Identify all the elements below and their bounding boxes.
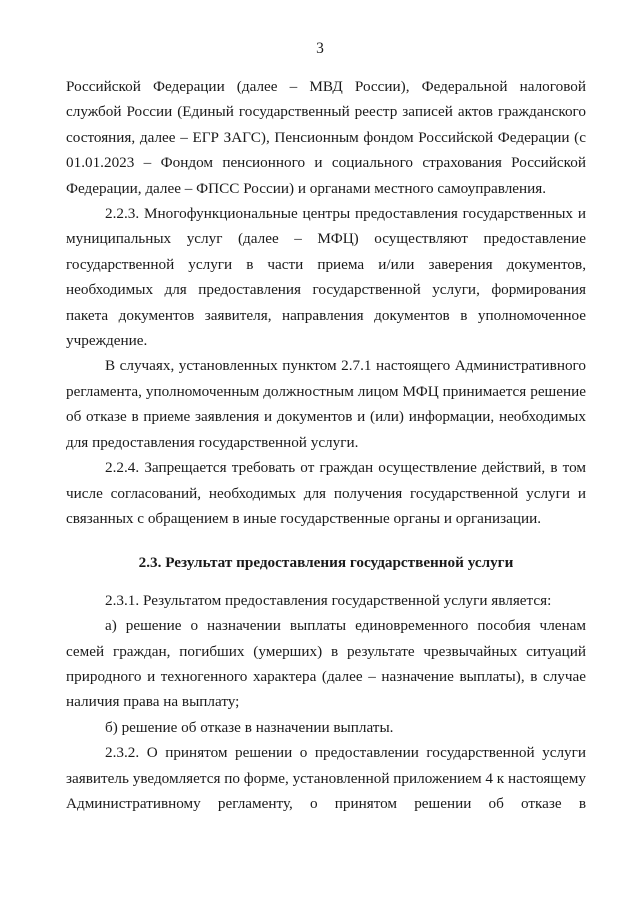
page-number: 3	[316, 40, 324, 57]
document-body	[66, 74, 586, 816]
paragraph-continuation: Российской Федерации (далее – МВД России), Федеральной налоговой службой России (Единый государственный реестр записей актов гражданского состояния, далее – ЕГР ЗАГС), Пенсионным фондом Российской Федерации (с 01.01.2023 – Фондом пенсионного и социального страхования Российской Федерации, далее – ФПСС России) и органами местного самоуправления.	[66, 78, 586, 197]
paragraph-2-2-4: 2.2.4. Запрещается требовать от граждан осуществление действий, в том числе согласований, необходимых для получения государственной услуги и связанных с обращением в иные государственные органы и организации.	[66, 459, 586, 527]
section-heading-2-3: 2.3. Результат предоставления государственной услуги	[138, 554, 514, 572]
paragraph-item-b: б) решение об отказе в назначении выплаты.	[105, 718, 394, 736]
paragraph-item-a: а) решение о назначении выплаты единовременного пособия членам семей граждан, погибших (умерших) в результате чрезвычайных ситуаций природного и техногенного характера (далее – назначение выплаты), в случае наличия права на выплату;	[66, 617, 586, 711]
paragraph-2-2-3: 2.2.3. Многофункциональные центры предоставления государственных и муниципальных услуг (далее – МФЦ) осуществляют предоставление государственной услуги в части приема и/или заверения документов, необходимых для предоставления государственной услуги, формирования пакета документов заявителя, направления документов в уполномоченное учреждение.	[66, 205, 586, 350]
paragraph-2-3-2: 2.3.2. О принятом решении о предоставлении государственной услуги заявитель уведомляется по форме, установленной приложением 4 к настоящему Административному регламенту, о принятом решении об отказе в	[66, 744, 586, 812]
paragraph-2-3-1: 2.3.1. Результатом предоставления государственной услуги является:	[105, 591, 552, 609]
paragraph-refusal-cases: В случаях, установленных пунктом 2.7.1 настоящего Административного регламента, уполномоченным должностным лицом МФЦ принимается решение об отказе в приеме заявления и документов и (или) информации, необходимых для предоставления государственной услуги.	[66, 357, 586, 451]
